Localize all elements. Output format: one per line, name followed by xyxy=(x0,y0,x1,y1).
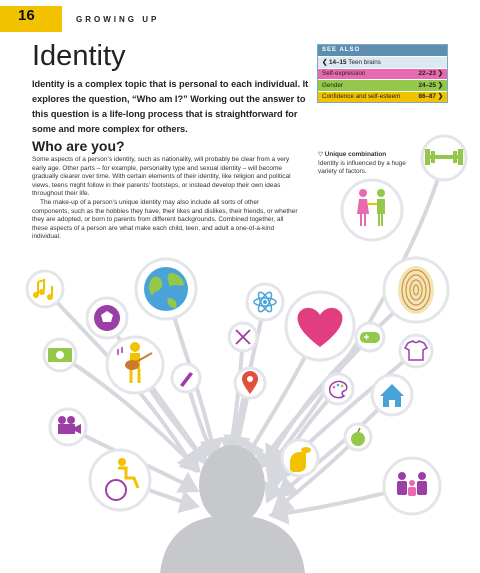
tuba-icon xyxy=(282,440,318,476)
see-also-heading: SEE ALSO xyxy=(318,45,447,56)
section-heading: Who are you? xyxy=(32,138,125,154)
see-also-ref: 86–87 ❯ xyxy=(418,93,443,101)
tshirt-icon xyxy=(400,335,432,367)
apple-icon xyxy=(345,424,371,450)
palette-icon xyxy=(323,374,353,404)
intro-paragraph: Identity is a complex topic that is personal to each individual. It explores the question, “Who am I?” Working out the answer to this question is a life-long process that is straightforward for some and more complex for others. xyxy=(32,79,309,134)
pencil-icon xyxy=(172,364,200,392)
body-paragraph: The make-up of a person’s unique identity may also include all sorts of other components, such as the hobbies they have, their likes and dislikes, their friends, or whether they are adopted, or born to parents from different backgrounds. Combined together, all these aspects of a person are what make each child, teen, and adult a one-of-a-kind individual. xyxy=(32,198,298,241)
page-title: Identity xyxy=(32,40,126,72)
banknote-icon xyxy=(44,339,76,371)
music-notes-icon xyxy=(27,271,63,307)
caption-title: Unique combination xyxy=(324,151,387,158)
fingerprint-icon xyxy=(384,258,448,322)
dumbbell-icon xyxy=(422,136,466,180)
house-icon xyxy=(372,375,412,415)
see-also-label: Self-expression xyxy=(322,70,366,78)
globe-icon xyxy=(136,259,196,319)
family-icon xyxy=(384,458,440,514)
wheelchair-user-icon xyxy=(90,450,150,510)
gamepad-icon xyxy=(356,323,384,351)
caption-marker: ▽ xyxy=(318,151,323,158)
page-number: 16 xyxy=(18,7,35,24)
see-also-ref: 24–25 ❯ xyxy=(418,81,443,89)
atom-icon xyxy=(247,284,283,320)
football-icon xyxy=(87,298,127,338)
couple-icon xyxy=(342,180,402,240)
caption-text: Identity is influenced by a huge variety of factors. xyxy=(318,159,406,176)
heart-icon xyxy=(286,292,354,360)
body-paragraph: Some aspects of a person’s identity, such as nationality, will probably be clear from a very early age. Other parts – for example, personality type and sexual identity – will become gradually clearer over time. With certain elements of their identity, like religion and political views, teens might follow in their parents’ footsteps, or instead develop their own ideas throughout their life. xyxy=(32,156,291,198)
see-also-label: Confidence and self-esteem xyxy=(322,93,401,101)
location-pin-icon xyxy=(235,368,265,398)
see-also-ref: 22–23 ❯ xyxy=(418,70,443,78)
running-head: GROWING UP xyxy=(76,15,160,24)
see-also-ref: ❮ 14–15 xyxy=(322,58,347,66)
movie-camera-icon xyxy=(50,409,86,445)
dna-icon xyxy=(229,323,257,351)
guitarist-icon xyxy=(107,337,163,393)
see-also-label: Gender xyxy=(322,81,344,89)
see-also-label: Teen brains xyxy=(348,58,381,66)
